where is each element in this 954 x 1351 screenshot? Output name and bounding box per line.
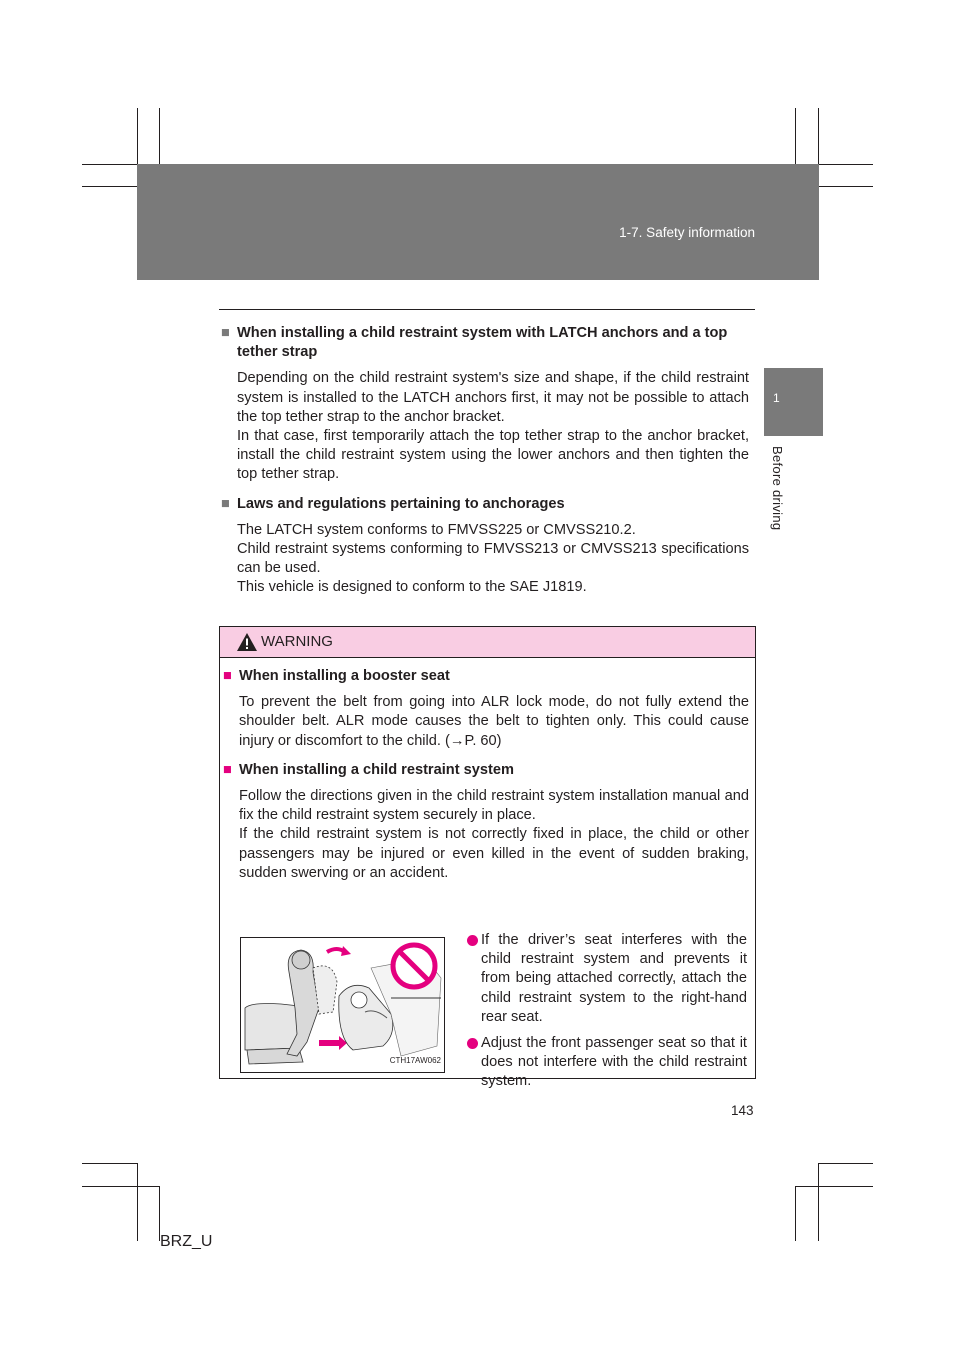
- paragraph: If the child restraint system is not correctly fixed in place, the child or other passengers may be injured or even killed in the event of sudden braking, sudden swerving or an accident.: [239, 826, 749, 881]
- section-body: [237, 521, 749, 598]
- crop-mark: [819, 186, 873, 187]
- bullet-dot-icon: [467, 1038, 478, 1049]
- warning-triangle-icon: [236, 632, 258, 652]
- warning-header: [220, 627, 755, 658]
- square-bullet-icon: ■: [223, 761, 232, 778]
- crop-mark: [795, 108, 796, 164]
- paragraph: The LATCH system conforms to FMVSS225 or CMVSS210.2.: [237, 521, 636, 538]
- warning-box: [219, 626, 756, 1090]
- crop-mark: [795, 1186, 796, 1241]
- chapter-number: 1: [773, 391, 780, 405]
- crop-mark: [819, 1163, 873, 1164]
- paragraph: Depending on the child restraint system's size and shape, if the child restraint system is installed to the LATCH anchors first, it may not be possible to attach the top tether strap to the anchor bracket.: [237, 370, 749, 425]
- warning-body: [223, 667, 749, 1090]
- warning-heading: ■ When installing a child restraint system: [223, 761, 749, 780]
- warning-text: [239, 693, 749, 751]
- bullet-item: If the driver’s seat interferes with the child restraint system and prevents it from being attached correctly, attach the child restraint system to the right-hand rear seat.: [467, 931, 747, 1027]
- square-bullet-icon: ■: [223, 668, 232, 684]
- paragraph: Child restraint systems conforming to FMVSS213 or CMVSS213 specifications can be used.: [237, 541, 749, 577]
- crop-mark: [795, 1186, 873, 1187]
- warning-text: [239, 787, 749, 883]
- chapter-tab: [764, 368, 823, 436]
- paragraph: Follow the directions given in the child restraint system installation manual and fix the child restraint system securely in place.: [239, 788, 749, 824]
- chapter-label: Before driving: [770, 446, 785, 531]
- crop-mark: [82, 1163, 137, 1164]
- warning-heading: ■ When installing a booster seat: [223, 667, 749, 686]
- crop-mark: [82, 164, 137, 165]
- footer-code: BRZ_U: [160, 1233, 213, 1250]
- section-body: [237, 369, 749, 484]
- paragraph: In that case, first temporarily attach the top tether strap to the anchor bracket, install the child restraint system using the lower anchors and then tighten the top tether strap.: [237, 428, 749, 483]
- section-heading: ■ Laws and regulations pertaining to anchorages: [221, 495, 749, 514]
- header-band: [137, 164, 819, 280]
- child-seat-illustration: [240, 937, 445, 1073]
- crop-mark: [818, 1163, 819, 1241]
- crop-mark: [819, 164, 873, 165]
- page-number: 143: [731, 1103, 754, 1118]
- paragraph: To prevent the belt from going into ALR lock mode, do not fully extend the shoulder belt. ALR mode causes the belt to tighten only. This could cause injury or discomfort to the child. (→P. 60): [239, 694, 749, 749]
- crop-mark: [82, 1186, 159, 1187]
- figure-caption: CTH17AW062: [389, 1055, 441, 1065]
- section-heading: ■ When installing a child restraint system with LATCH anchors and a top tether strap: [221, 325, 728, 361]
- warning-label: WARNING: [261, 633, 333, 650]
- crop-mark: [159, 108, 160, 164]
- bullet-dot-icon: [467, 935, 478, 946]
- bullet-list: [467, 931, 747, 1099]
- main-content: [221, 324, 749, 605]
- square-bullet-icon: ■: [221, 325, 230, 341]
- crop-mark: [82, 186, 137, 187]
- square-bullet-icon: ■: [221, 495, 230, 512]
- crop-mark: [137, 1163, 138, 1241]
- bullet-item: Adjust the front passenger seat so that it does not interfere with the child restraint system.: [467, 1034, 747, 1092]
- top-rule: [219, 309, 755, 310]
- paragraph: This vehicle is designed to conform to the SAE J1819.: [237, 579, 587, 596]
- section-title: 1-7. Safety information: [619, 225, 755, 240]
